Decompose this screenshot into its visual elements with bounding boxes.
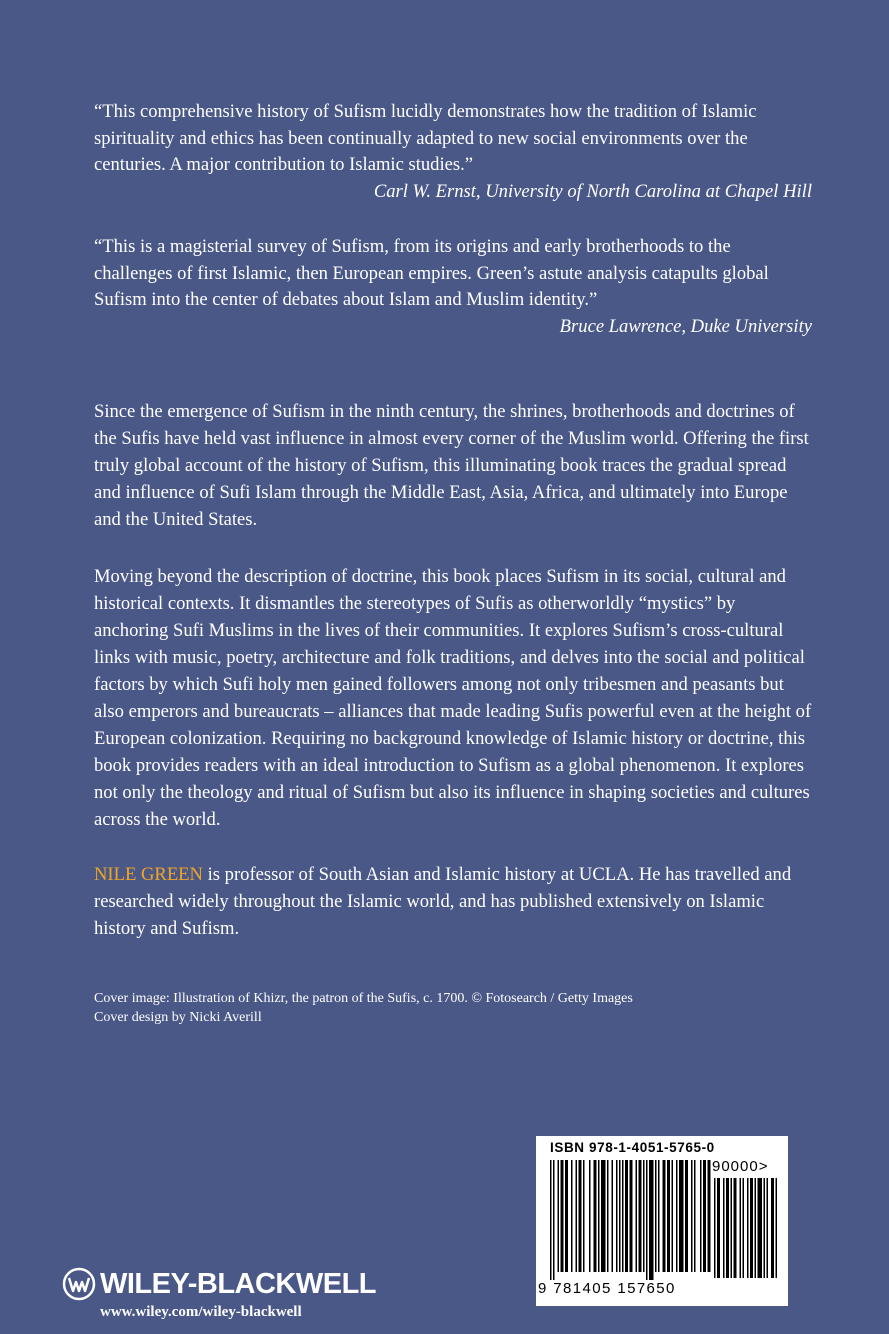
publisher-name: WILEY-BLACKWELL xyxy=(100,1267,377,1300)
barcode-bar xyxy=(658,1160,660,1272)
barcode-bar xyxy=(622,1160,624,1272)
barcode-bar xyxy=(667,1160,670,1272)
barcode-bar xyxy=(579,1160,582,1272)
barcode-bar xyxy=(700,1160,702,1272)
barcode-bars xyxy=(550,1160,712,1282)
barcode-bar xyxy=(672,1160,674,1272)
barcode-bar xyxy=(755,1178,757,1278)
review-attribution: Bruce Lawrence, Duke University xyxy=(559,315,812,337)
barcode-bar xyxy=(625,1160,628,1272)
barcode-bar xyxy=(771,1178,774,1278)
author-bio-text: is professor of South Asian and Islamic history at UCLA. He has travelled and researched widely throughout the Islamic world, and has published extensively on Islamic history and Sufism. xyxy=(94,864,792,939)
barcode-bar xyxy=(679,1160,684,1272)
barcode-bar xyxy=(619,1160,621,1272)
barcode-bar xyxy=(561,1160,564,1272)
barcode-bar xyxy=(703,1160,706,1272)
review-quote: “This comprehensive history of Sufism lucidly demonstrates how the tradition of Islamic spirituality and ethics has been continually adapted to new social environments over the centuries. A major contribution to Islamic studies.” xyxy=(94,101,757,175)
publisher-url: www.wiley.com/wiley-blackwell xyxy=(100,1304,302,1320)
review-blurb xyxy=(94,99,812,205)
barcode-bar xyxy=(643,1160,645,1272)
barcode-bar xyxy=(663,1160,666,1272)
wiley-emblem-icon xyxy=(62,1267,96,1301)
barcode-bar xyxy=(750,1178,753,1278)
author-bio xyxy=(94,861,812,942)
barcode-bar xyxy=(708,1160,711,1272)
barcode-bar xyxy=(616,1160,618,1272)
barcode-bar xyxy=(630,1160,633,1272)
barcode-bar xyxy=(726,1178,729,1278)
barcode-bar xyxy=(743,1178,745,1278)
barcode-bar xyxy=(571,1160,573,1272)
barcode-bar xyxy=(694,1160,696,1272)
barcode-bar xyxy=(601,1160,606,1272)
author-name: NILE GREEN xyxy=(94,864,203,885)
barcode-bar xyxy=(655,1160,657,1272)
barcode-bar xyxy=(758,1178,763,1278)
barcode-bar xyxy=(636,1160,638,1272)
barcode-bar xyxy=(714,1178,716,1278)
barcode-bar xyxy=(612,1160,614,1272)
barcode-bar xyxy=(723,1178,725,1278)
barcode-bar xyxy=(576,1160,578,1272)
barcode-bar xyxy=(747,1178,749,1278)
barcode-bar xyxy=(740,1178,742,1278)
barcode-bar xyxy=(607,1160,609,1272)
price-code: 90000> xyxy=(712,1158,769,1175)
barcode-bar xyxy=(649,1160,654,1280)
barcode-bar xyxy=(589,1160,591,1272)
barcode-bar xyxy=(764,1178,766,1278)
publisher-logo xyxy=(62,1264,376,1304)
barcode-bar xyxy=(583,1160,585,1272)
barcode-bar xyxy=(731,1178,733,1278)
barcode-bar xyxy=(717,1178,720,1278)
isbn-label: ISBN 978-1-4051-5765-0 xyxy=(550,1140,715,1155)
description-paragraph: Moving beyond the description of doctrine, this book places Sufism in its social, cultural and historical contexts. It dismantles the stereotypes of Sufis as otherworldly “mystics” by anchoring Sufi Muslims in the lives of their communities. It explores Sufism’s cross-cultural links with music, poetry, architecture and folk traditions, and delves into the social and political factors by which Sufi holy men gained followers among not only tribesmen and peasants but also emperors and bureaucrats – alliances that made leading Sufis powerful even at the height of European colonization. Requiring no background knowledge of Islamic history or doctrine, this book provides readers with an ideal introduction to Sufism as a global phenomenon. It explores not only the theology and ritual of Sufism but also its influence in shaping societies and cultures across the world. xyxy=(94,566,812,830)
barcode-bar xyxy=(776,1178,778,1278)
cover-credits xyxy=(94,990,814,1027)
barcode-bar xyxy=(553,1160,555,1280)
isbn-barcode xyxy=(536,1136,788,1306)
review-quote: “This is a magisterial survey of Sufism, from its origins and early brotherhoods to the challenges of first Islamic, then European empires. Green’s astute analysis catapults global Sufism into the center of debates about Islam and Muslim identity.” xyxy=(94,236,769,310)
barcode-bar xyxy=(685,1160,688,1272)
barcode-bar xyxy=(767,1178,769,1278)
ean-digits: 9 781405 157650 xyxy=(538,1280,676,1297)
barcode-bar xyxy=(639,1160,642,1272)
barcode-bar xyxy=(598,1160,600,1272)
review-blurb xyxy=(94,234,812,340)
barcode-bar xyxy=(676,1160,678,1272)
barcode-bar xyxy=(558,1160,560,1272)
barcode-bar xyxy=(565,1160,568,1272)
barcode-addon-bars xyxy=(714,1178,778,1282)
cover-design-credit: Cover design by Nicki Averill xyxy=(94,1009,262,1025)
barcode-bar xyxy=(594,1160,597,1272)
cover-image-credit: Cover image: Illustration of Khizr, the patron of the Sufis, c. 1700. © Fotosearch / Getty Images xyxy=(94,991,633,1006)
barcode-bar xyxy=(734,1178,737,1278)
description-paragraph: Since the emergence of Sufism in the ninth century, the shrines, brotherhoods and doctrines of the Sufis have held vast influence in almost every corner of the Muslim world. Offering the first truly global account of the history of Sufism, this illuminating book traces the gradual spread and influence of Sufi Islam through the Middle East, Asia, Africa, and ultimately into Europe and the United States. xyxy=(94,401,809,530)
barcode-bar xyxy=(646,1160,648,1280)
barcode-bar xyxy=(550,1160,552,1280)
review-attribution: Carl W. Ernst, University of North Carolina at Chapel Hill xyxy=(373,180,812,202)
barcode-bar xyxy=(691,1160,693,1272)
